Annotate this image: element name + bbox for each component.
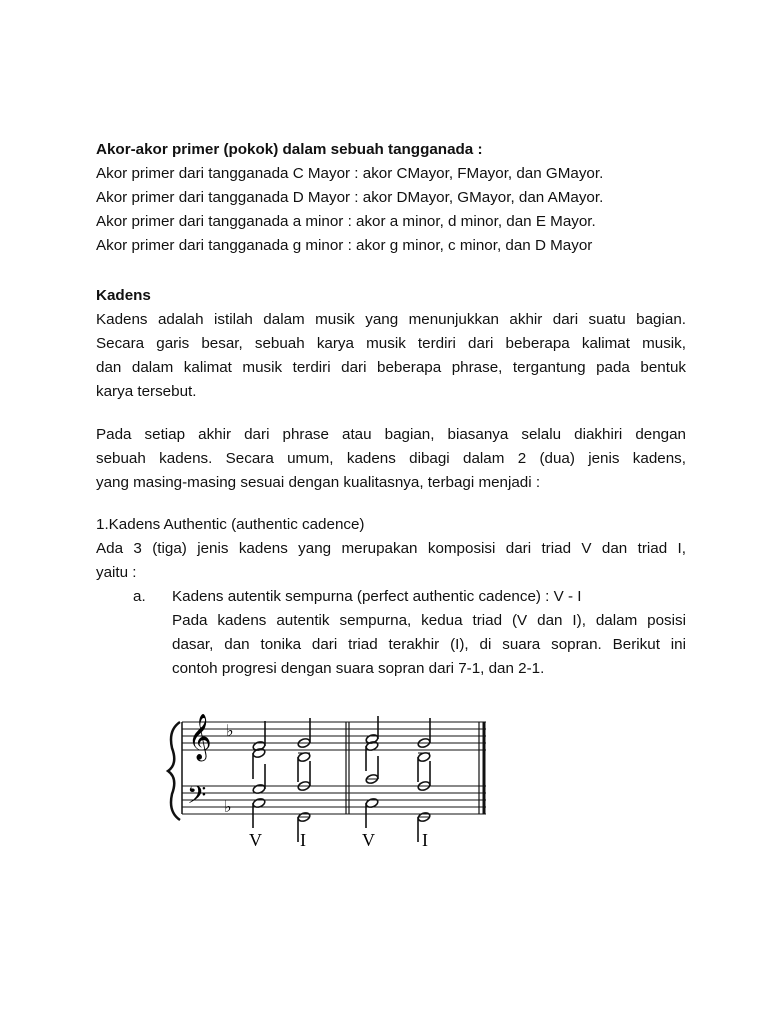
primer-line: Akor primer dari tangganada a minor : akor a minor, d minor, dan E Mayor. (96, 213, 596, 230)
kadens-heading: Kadens (96, 287, 151, 304)
chord-label: V (249, 830, 262, 850)
kadens-para1-line: Secara garis besar, sebuah karya musik terdiri dari beberapa kalimat musik, (96, 335, 686, 352)
kadens-para1-line: karya tersebut. (96, 383, 197, 400)
treble-clef-icon: 𝄞 (188, 714, 212, 760)
kadens-para1-line: dan dalam kalimat musik terdiri dari beberapa phrase, tergantung pada bentuk (96, 359, 686, 376)
item-a-body-line: dasar, dan tonika dari triad terakhir (I), di suara sopran. Berikut ini (172, 636, 686, 653)
item-a-body-line: Pada kadens autentik sempurna, kedua triad (V dan I), dalam posisi (172, 612, 686, 629)
item-a-title: Kadens autentik sempurna (perfect authentic cadence) : V - I (172, 588, 582, 605)
primer-heading: Akor-akor primer (pokok) dalam sebuah tangganada : (96, 141, 483, 158)
item-a-body-line: contoh progresi dengan suara sopran dari 7-1, dan 2-1. (172, 660, 545, 677)
chord-i-2 (417, 718, 431, 842)
kadens-para1-line: Kadens adalah istilah dalam musik yang menunjukkan akhir dari suatu bagian. (96, 311, 686, 328)
authentic-intro-line: Ada 3 (tiga) jenis kadens yang merupakan komposisi dari triad V dan triad I, (96, 540, 686, 557)
authentic-intro-line: yaitu : (96, 564, 137, 581)
item-a-label: a. (133, 588, 146, 605)
treble-flat-icon: ♭ (226, 721, 234, 740)
bass-flat-icon: ♭ (224, 797, 232, 816)
chord-label: V (362, 830, 375, 850)
primer-line: Akor primer dari tangganada C Mayor : akor CMayor, FMayor, dan GMayor. (96, 165, 604, 182)
chord-label: I (300, 830, 306, 850)
chord-label: I (422, 830, 428, 850)
chord-i-1 (297, 718, 311, 842)
primer-line: Akor primer dari tangganada g minor : akor g minor, c minor, dan D Mayor (96, 237, 593, 254)
kadens-para2-line: Pada setiap akhir dari phrase atau bagian, biasanya selalu diakhiri dengan (96, 426, 686, 443)
authentic-heading: 1.Kadens Authentic (authentic cadence) (96, 516, 365, 533)
primer-line: Akor primer dari tangganada D Mayor : akor DMayor, GMayor, dan AMayor. (96, 189, 604, 206)
chord-v-2 (365, 716, 379, 828)
chord-v-1 (252, 721, 266, 828)
grand-staff-brace (168, 722, 180, 820)
bass-clef-icon: 𝄢 (187, 781, 207, 816)
kadens-para2-line: sebuah kadens. Secara umum, kadens dibagi dalam 2 (dua) jenis kadens, (96, 450, 686, 467)
kadens-para2-line: yang masing-masing sesuai dengan kualitasnya, terbagi menjadi : (96, 474, 541, 491)
